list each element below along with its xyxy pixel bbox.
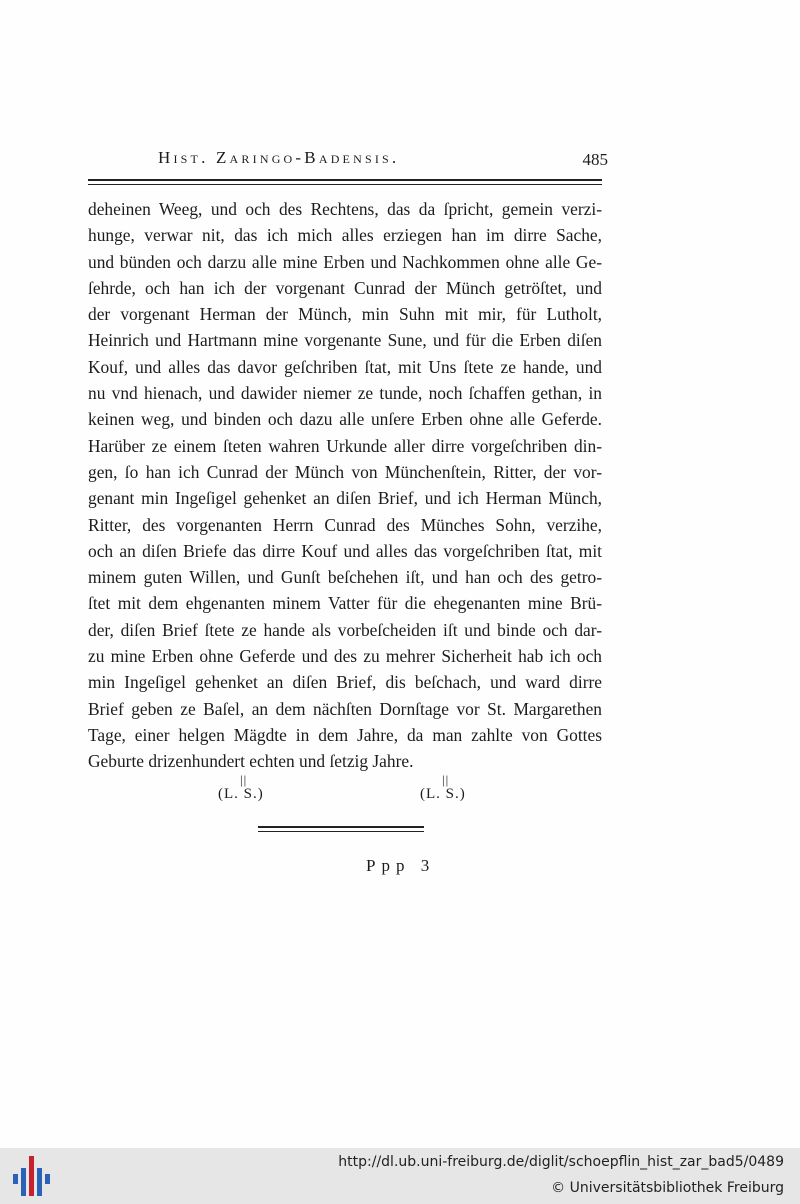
- text-line: der, diſen Brief ſtete ze hande als vorbeſcheiden iſt und binde och dar-: [88, 619, 602, 640]
- seal-tick-mark: ||: [442, 772, 450, 787]
- text-line: min Ingeſigel gehenket an diſen Brief, dis beſchach, und ward dirre: [88, 672, 602, 693]
- header-rule: [88, 179, 602, 185]
- text-line: der vorgenant Herman der Münch, min Suhn mit mir, für Lutholt,: [88, 304, 602, 325]
- text-line: Harüber ze einem ſteten wahren Urkunde aller dirre vorgeſchriben din-: [88, 435, 602, 456]
- text-line: gen, ſo han ich Cunrad der Münch von Münchenſtein, Ritter, der vor-: [88, 461, 602, 482]
- running-title: Hist. Zaringo-Badensis.: [158, 148, 400, 167]
- text-line: und bünden och darzu alle mine Erben und Nachkommen ohne alle Ge-: [88, 251, 602, 272]
- text-line: deheinen Weeg, und och des Rechtens, das da ſpricht, gemein verzi-: [88, 199, 602, 219]
- text-line: hunge, verwar nit, das ich mich alles erziegen han im dirre Sache,: [88, 225, 602, 246]
- signature-mark: Ppp 3: [366, 856, 436, 875]
- viewer-footer: [0, 1148, 800, 1204]
- seal-left: [218, 772, 264, 803]
- text-line: Ritter, des vorgenanten Herrn Cunrad des Münches Sohn, verzihe,: [88, 514, 602, 535]
- text-line: Brief geben ze Baſel, an dem nächſten Dornſtage vor St. Margarethen: [88, 698, 602, 719]
- running-head: [88, 148, 608, 172]
- text-line: nu vnd hienach, und dawider niemer ze tunde, noch ſchaffen gethan, in: [88, 383, 602, 404]
- body-text: [88, 196, 602, 775]
- seal-right-label: (L. S.): [420, 786, 466, 802]
- text-line: ſtet mit dem ehgenanten minem Vatter für die ehegenanten mine Brü-: [88, 593, 602, 614]
- source-url-link[interactable]: http://dl.ub.uni-freiburg.de/diglit/schoepflin_hist_zar_bad5/0489: [338, 1154, 784, 1170]
- text-line: och an diſen Briefe das dirre Kouf und alles das vorgeſchriben ſtat, mit: [88, 540, 602, 561]
- page-number: 485: [582, 150, 608, 169]
- text-line: Geburte drizenhundert echten und ſetzig Jahre.: [88, 751, 414, 772]
- seal-tick-mark: ||: [240, 772, 248, 787]
- text-line: ſehrde, och han ich der vorgenant Cunrad der Münch getröſtet, und: [88, 277, 602, 298]
- library-logo-icon: [10, 1154, 50, 1198]
- closing-rule: [258, 826, 424, 832]
- text-line: zu mine Erben ohne Geferde und des zu mehrer Sicherheit hab ich och: [88, 646, 602, 667]
- text-line: keinen weg, und binden och dazu alle unſere Erben ohne alle Geferde.: [88, 409, 602, 430]
- copyright-notice: © Universitätsbibliothek Freiburg: [551, 1180, 784, 1196]
- text-line: Tage, einer helgen Mägdte in dem Jahre, da man zahlte von Gottes: [88, 724, 602, 745]
- seal-left-label: (L. S.): [218, 786, 264, 802]
- text-line: Kouf, und alles das davor geſchriben ſtat, mit Uns ſtete ze hande, und: [88, 356, 602, 377]
- seal-right: [420, 772, 466, 803]
- text-line: minem guten Willen, und Gunſt beſchehen iſt, und han och des getro-: [88, 567, 602, 588]
- text-line: genant min Ingeſigel gehenket an diſen Brief, und ich Herman Münch,: [88, 488, 602, 509]
- text-line: Heinrich und Hartmann mine vorgenante Sune, und für die Erben diſen: [88, 330, 602, 351]
